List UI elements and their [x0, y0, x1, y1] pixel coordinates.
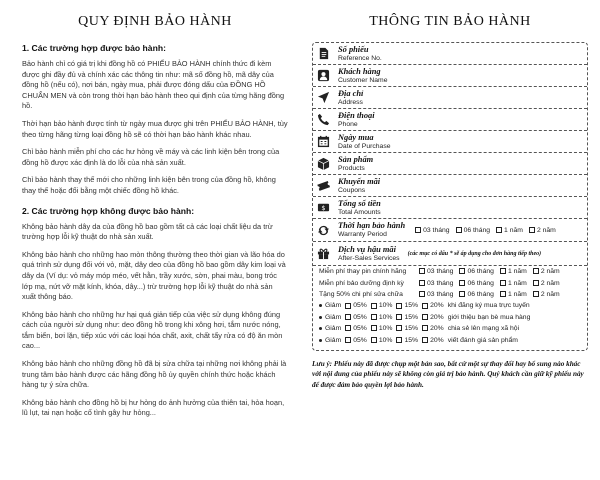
excluded-paragraph: Không bảo hành cho đồng hồ bị hư hỏng do ảnh hưởng của thiên tai, hỏa hoạn, lũ lụt, tai nạn hoặc cố tình gây hư hỏng... — [22, 397, 285, 418]
field-coupons[interactable] — [313, 175, 587, 197]
field-label-en: Phone — [338, 120, 358, 128]
service-name: Miễn phí thay pin chính hãng — [319, 268, 407, 276]
service-row — [313, 289, 587, 300]
covered-cases-heading: 1. Các trường hợp được bảo hành: — [22, 43, 166, 53]
warranty-options — [415, 227, 556, 234]
bullet-icon — [319, 304, 322, 307]
service-option-checkbox[interactable]: 1 năm — [500, 268, 527, 275]
discount-option-checkbox[interactable]: 20% — [422, 302, 444, 309]
field-customer-name[interactable] — [313, 65, 587, 87]
warranty-form — [312, 42, 588, 351]
discount-option-checkbox[interactable]: 15% — [396, 337, 418, 344]
ticket-icon — [317, 179, 330, 192]
warranty-option-checkbox[interactable]: 03 tháng — [415, 227, 449, 234]
field-label-en: Total Amounts — [338, 208, 381, 216]
excluded-paragraph: Không bảo hành dây da của đồng hồ bao gồm tất cả các loại chất liệu da trừ trường hợp lỗi kỹ thuật do nhà sản xuất. — [22, 221, 273, 242]
field-products[interactable] — [313, 153, 587, 175]
discount-option-checkbox[interactable]: 05% — [345, 325, 367, 332]
info-title: THÔNG TIN BẢO HÀNH — [369, 14, 531, 29]
field-label-vi: Thời hạn bảo hành — [338, 221, 406, 230]
box-icon — [317, 157, 330, 170]
discount-desc: giới thiệu bạn bè mua hàng — [447, 313, 531, 321]
bullet-icon — [319, 339, 322, 342]
warranty-option-checkbox[interactable]: 2 năm — [529, 227, 556, 234]
calendar-icon — [317, 135, 330, 148]
service-option-checkbox[interactable]: 2 năm — [533, 268, 560, 275]
field-reference-no[interactable] — [313, 43, 587, 65]
field-label-vi: Điện thoại — [338, 110, 375, 120]
field-label-vi: Sản phẩm — [338, 154, 374, 164]
field-label-vi: Số phiếu — [338, 44, 369, 54]
service-option-checkbox[interactable]: 06 tháng — [459, 280, 493, 287]
covered-paragraph: Chỉ bảo hành thay thế mới cho những linh kiện bên trong của đồng hồ, không thay thế hoặc đổi bằng một chiếc đồng hồ khác. — [22, 175, 276, 195]
warranty-info-column — [312, 10, 588, 391]
service-option-checkbox[interactable]: 03 tháng — [419, 268, 453, 275]
discount-option-checkbox[interactable]: 05% — [345, 314, 367, 321]
field-label-en: Warranty Period — [338, 231, 387, 238]
field-label-vi: Ngày mua — [338, 132, 374, 142]
service-option-checkbox[interactable]: 1 năm — [500, 291, 527, 298]
discount-row — [313, 312, 587, 323]
discount-option-checkbox[interactable]: 20% — [422, 314, 444, 321]
discount-row — [313, 334, 587, 345]
discount-option-checkbox[interactable]: 10% — [371, 302, 393, 309]
field-label-vi: Địa chỉ — [338, 88, 364, 98]
field-label-en: Date of Purchase — [338, 142, 391, 150]
bullet-icon — [319, 316, 322, 319]
policy-title: QUY ĐỊNH BẢO HÀNH — [78, 14, 232, 29]
warranty-option-checkbox[interactable]: 1 năm — [496, 227, 523, 234]
discount-label: Giảm — [325, 313, 342, 321]
excluded-paragraph: Không bảo hành cho những hao mòn thông thường theo thời gian và lão hóa do quá trình sử dụng đối với vỏ, mặt, dây deo của đồng hồ bao gồm dây kim loại và dây da (Ví dụ: vỏ máy móp méo, vết hằn, trầy xước, sờn, phai màu, bong tróc lớp mạ, nứt vỡ mặt kính, khóa, dây...) trừ trường hợp lỗi kỹ thuật do nhà sản xuất thông báo. — [22, 249, 286, 302]
field-label-en: Address — [338, 98, 363, 106]
field-phone[interactable] — [313, 109, 587, 131]
warranty-policy-column — [22, 10, 288, 426]
discount-label: Giảm — [325, 336, 342, 344]
warranty-option-checkbox[interactable]: 06 tháng — [456, 227, 490, 234]
field-address[interactable] — [313, 87, 587, 109]
bullet-icon — [319, 327, 322, 330]
covered-cases-list — [22, 59, 288, 197]
service-option-checkbox[interactable]: 1 năm — [500, 280, 527, 287]
money-icon — [317, 201, 330, 214]
service-name: Miễn phí bảo dưỡng định kỳ — [319, 279, 404, 287]
covered-paragraph: Chỉ bảo hành miễn phí cho các hư hỏng về máy và các linh kiện bên trong của đồng hồ được xác định là do lỗi của nhà sản xuất. — [22, 147, 280, 167]
field-label-vi: Khách hàng — [338, 66, 381, 76]
service-row — [313, 266, 587, 277]
discount-option-checkbox[interactable]: 15% — [396, 302, 418, 309]
discount-desc: chia sẻ lên mạng xã hội — [447, 325, 520, 333]
discount-label: Giảm — [325, 325, 342, 333]
discount-desc: khi đăng ký mua trực tuyến — [447, 302, 530, 310]
excluded-cases-heading: 2. Các trường hợp không được bảo hành: — [22, 205, 195, 216]
field-label-en: Products — [338, 164, 365, 172]
discount-option-checkbox[interactable]: 05% — [345, 337, 367, 344]
location-arrow-icon — [317, 91, 330, 104]
warranty-note: Lưu ý: Phiếu này đã được chụp một bản sao, bất cứ một sự thay đổi hay bổ sung nào khác với nội dung của phiếu này sẽ không còn giá trị bảo hành. Quý khách cần giữ kỹ phiếu này để được đảm bảo quyền lợi bảo hành. — [312, 359, 584, 389]
field-label-vi: Tổng số tiền — [338, 198, 381, 208]
discount-option-checkbox[interactable]: 10% — [371, 337, 393, 344]
service-note: (các mục có dấu * sẽ áp dụng cho đơn hàng tiếp theo) — [407, 250, 542, 257]
excluded-paragraph: Không bảo hành cho những đồng hồ đã bị sửa chữa tại những nơi không phải là trung tâm bảo hành được các hãng đồng hồ ủy quyền chính thức hoặc khách hàng tự ý sửa chữa. — [22, 359, 287, 390]
service-option-checkbox[interactable]: 2 năm — [533, 280, 560, 287]
covered-paragraph: Thời hạn bảo hành được tính từ ngày mua được ghi trên PHIẾU BẢO HÀNH, tùy theo từng hãng từng loại đồng hồ sẽ có thời hạn bảo hành khác nhau. — [22, 118, 288, 139]
document-icon — [317, 47, 330, 60]
discount-option-checkbox[interactable]: 15% — [396, 325, 418, 332]
discount-label: Giảm — [325, 302, 342, 310]
field-label-en: After-Sales Services — [338, 254, 400, 262]
discount-desc: viết đánh giá sản phẩm — [447, 336, 518, 344]
service-option-checkbox[interactable]: 2 năm — [533, 291, 560, 298]
field-warranty-period — [313, 219, 587, 242]
service-row — [313, 277, 587, 288]
field-label-vi: Dịch vụ hậu mãi — [338, 244, 396, 254]
field-date-of-purchase[interactable] — [313, 131, 587, 153]
field-label-en: Customer Name — [338, 76, 388, 84]
covered-paragraph: Bảo hành chỉ có giá trị khi đồng hồ có PHIẾU BẢO HÀNH chính thức đi kèm được ghi đầy đủ và chính xác các thông tin như: mã số đồng hồ, mã dây của đồng hồ (nếu có), nơi bán, ngày mua, phải được đóng dấu của ĐỒNG HỒ CHUẨN MEN và còn trong thời hạn bảo hành theo qui định của từng hãng đồng hồ. — [22, 59, 285, 111]
person-icon — [317, 69, 330, 82]
after-sales-services — [313, 242, 587, 350]
service-option-checkbox[interactable]: 03 tháng — [419, 291, 453, 298]
field-label-en: Reference No. — [338, 54, 382, 62]
discount-option-checkbox[interactable]: 20% — [422, 325, 444, 332]
service-option-checkbox[interactable]: 06 tháng — [459, 268, 493, 275]
discount-option-checkbox[interactable]: 10% — [371, 314, 393, 321]
sync-icon — [317, 224, 330, 237]
discount-option-checkbox[interactable]: 10% — [371, 325, 393, 332]
service-option-checkbox[interactable]: 06 tháng — [459, 291, 493, 298]
discount-option-checkbox[interactable]: 20% — [422, 337, 444, 344]
field-label-en: Coupons — [338, 186, 366, 194]
phone-icon — [317, 113, 330, 126]
discount-option-checkbox[interactable]: 05% — [345, 302, 367, 309]
gift-icon — [317, 247, 330, 260]
discount-option-checkbox[interactable]: 15% — [396, 314, 418, 321]
service-name: Tặng 50% chi phí sửa chữa — [319, 290, 403, 298]
field-label-vi: Khuyến mãi — [338, 176, 381, 186]
excluded-cases-list — [22, 222, 288, 420]
field-total-amounts[interactable] — [313, 197, 587, 219]
excluded-paragraph: Không bảo hành cho những hư hại quá giản tiếp của việc sử dụng không đúng cách của người sử dụng như: deo đồng hồ trong khi xông hơi, tắm nước nóng, tắm biển, bơi lặn, tiếp xúc với các loại hóa chất, axit, chất tẩy rửa có độ ăn mòn cao... — [22, 309, 283, 351]
service-option-checkbox[interactable]: 03 tháng — [419, 280, 453, 287]
discount-row — [313, 323, 587, 334]
discount-row — [313, 300, 587, 311]
svg-text:$: $ — [321, 203, 326, 212]
